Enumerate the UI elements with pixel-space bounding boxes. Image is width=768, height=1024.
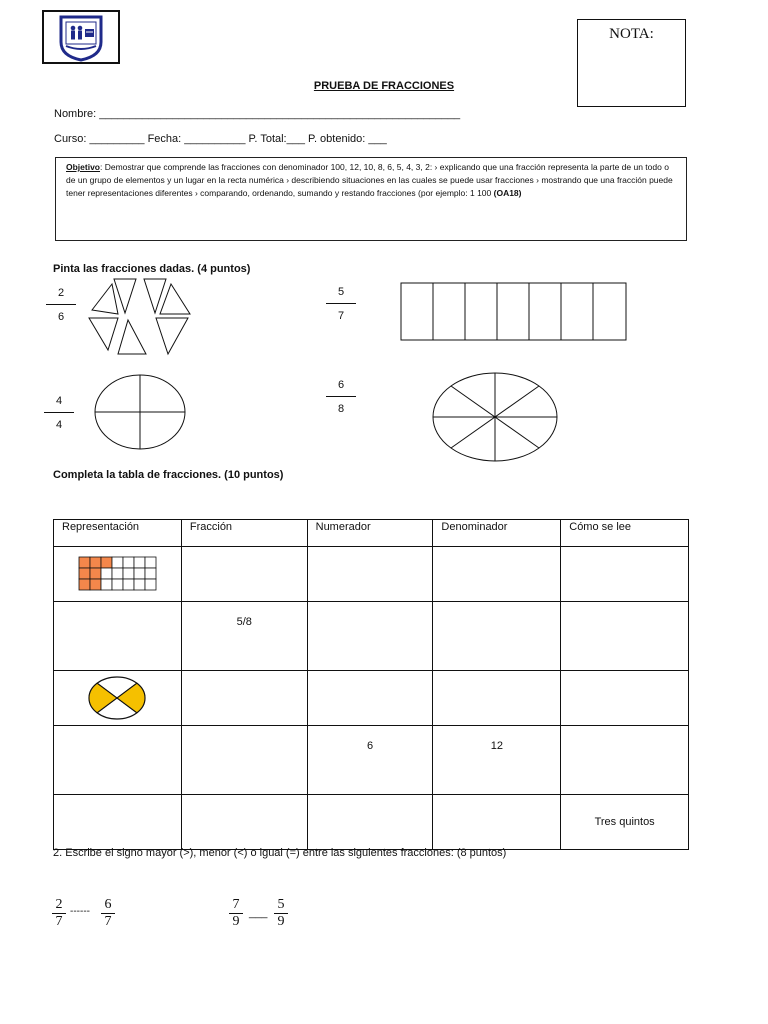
fraction-denominator: 7: [55, 914, 63, 929]
compare-fraction: [229, 898, 243, 929]
representation-cell[interactable]: [54, 795, 182, 850]
school-crest-icon: [44, 12, 118, 62]
fraction-cell[interactable]: 5/8: [181, 602, 307, 671]
triangle-piece: [118, 320, 146, 354]
grid-cell: [90, 579, 101, 590]
numerator-cell[interactable]: 6: [307, 726, 433, 795]
compare-fraction: [52, 898, 66, 929]
denominator-cell[interactable]: [433, 547, 561, 602]
reading-cell[interactable]: [561, 547, 689, 602]
fraction-bar: [46, 304, 76, 305]
table-header-row: [54, 520, 689, 547]
fraction-denominator: 4: [55, 419, 63, 431]
fraction-bar: [44, 412, 74, 413]
fraction-bar: [326, 303, 356, 304]
column-header: Fracción: [181, 520, 307, 547]
fraction-denominator: 9: [232, 914, 240, 929]
fraction-6-8: [326, 379, 356, 415]
fraction-4-4: [44, 395, 74, 431]
painted-grid-figure: [77, 555, 157, 593]
column-header: Representación: [54, 520, 182, 547]
grid-cell: [145, 568, 156, 579]
section-paint-title: Pinta las fracciones dadas. (4 puntos): [53, 263, 251, 275]
compare-fraction: [274, 898, 288, 929]
column-header: Denominador: [433, 520, 561, 547]
representation-cell[interactable]: [54, 726, 182, 795]
denominator-cell[interactable]: [433, 671, 561, 726]
fraction-denominator: 7: [337, 310, 345, 322]
column-header: Numerador: [307, 520, 433, 547]
fraction-denominator: 6: [57, 311, 65, 323]
section-table-title: Completa la tabla de fracciones. (10 puntos): [53, 469, 284, 481]
fraction-numerator: 4: [55, 395, 63, 407]
fraction-denominator: 7: [104, 914, 112, 929]
triangle-piece: [160, 284, 190, 314]
denominator-cell[interactable]: 12: [433, 726, 561, 795]
fraction-numerator: 2: [57, 287, 65, 299]
comparison-blank[interactable]: ___: [249, 907, 268, 919]
representation-cell: [54, 547, 182, 602]
grid-cell: [90, 557, 101, 568]
fractions-table: [53, 519, 689, 850]
fraction-cell[interactable]: [181, 795, 307, 850]
grid-cell: [112, 579, 123, 590]
fraction-numerator: 5: [277, 897, 285, 912]
triangle-piece: [89, 318, 118, 350]
fraction-denominator: 9: [277, 914, 285, 929]
grid-cell: [79, 557, 90, 568]
objective-code: (OA18): [493, 188, 522, 198]
fraction-numerator: 2: [55, 897, 63, 912]
grid-cell: [123, 579, 134, 590]
reading-cell[interactable]: [561, 602, 689, 671]
name-line: Nombre: ___________________________________________________________: [54, 108, 461, 120]
grid-cell: [134, 557, 145, 568]
seven-part-bar-figure: [400, 282, 628, 342]
table-row: [54, 795, 689, 850]
representation-cell[interactable]: [54, 602, 182, 671]
fraction-numerator: 6: [337, 379, 345, 391]
grid-cell: [112, 568, 123, 579]
fraction-cell[interactable]: [181, 726, 307, 795]
denominator-cell[interactable]: [433, 602, 561, 671]
table-row: [54, 547, 689, 602]
numerator-cell[interactable]: [307, 602, 433, 671]
denominator-cell[interactable]: [433, 795, 561, 850]
grid-cell: [101, 579, 112, 590]
hexagon-triangles-figure: [88, 276, 192, 358]
grade-label: NOTA:: [609, 26, 654, 42]
grid-cell: [90, 568, 101, 579]
grid-cell: [145, 579, 156, 590]
objective-label: Objetivo: [66, 162, 101, 172]
grade-box: [577, 19, 686, 107]
grid-cell: [145, 557, 156, 568]
table-row: [54, 602, 689, 671]
grid-cell: [79, 579, 90, 590]
table-row: [54, 726, 689, 795]
grid-cell: [123, 568, 134, 579]
reading-cell: Tres quintos: [561, 795, 689, 850]
compare-fraction: [101, 898, 115, 929]
grid-cell: [134, 579, 145, 590]
triangle-piece: [156, 318, 188, 354]
fraction-denominator: 8: [337, 403, 345, 415]
column-header: Cómo se lee: [561, 520, 689, 547]
course-line: Curso: _________ Fecha: __________ P. Total:___ P. obtenido: ___: [54, 133, 387, 145]
grid-cell: [101, 557, 112, 568]
section-compare-title: 2. Escribe el signo mayor (>), menor (<) o igual (=) entre las siguientes fracciones: (8 puntos): [53, 847, 507, 859]
circle-eighths-figure: [431, 371, 559, 463]
page-title: PRUEBA DE FRACCIONES: [313, 80, 455, 92]
triangle-piece: [92, 284, 118, 314]
comparison-blank[interactable]: ------: [70, 906, 90, 917]
fraction-numerator: 6: [104, 897, 112, 912]
fraction-numerator: 5: [337, 286, 345, 298]
fraction-numerator: 7: [232, 897, 240, 912]
grid-cell: [79, 568, 90, 579]
numerator-cell[interactable]: [307, 547, 433, 602]
representation-cell: [54, 671, 182, 726]
objective-text: : Demostrar que comprende las fracciones con denominador 100, 12, 10, 8, 6, 5, 4, 3, 2: › explicando que una fracción representa la parte de un todo o de un grupo de elementos y un lugar en la recta numérica › describiendo situaciones en las cuales se puede usar fracciones › mostrando que una fracción puede tener representaciones diferentes › comparando, ordenando, sumando y restando fracciones (por ejemplo: 1 100: [66, 162, 673, 198]
table-row: [54, 671, 689, 726]
grid-cell: [123, 557, 134, 568]
school-logo: [42, 10, 120, 64]
fraction-cell[interactable]: [181, 671, 307, 726]
grid-cell: [112, 557, 123, 568]
grid-cell: [101, 568, 112, 579]
fraction-cell[interactable]: [181, 547, 307, 602]
numerator-cell[interactable]: [307, 671, 433, 726]
fraction-bar: [326, 396, 356, 397]
reading-cell[interactable]: [561, 726, 689, 795]
painted-circle-figure: [87, 675, 147, 721]
numerator-cell[interactable]: [307, 795, 433, 850]
circle-quarters-figure: [94, 374, 186, 450]
objective-box: [55, 157, 687, 241]
fraction-2-6: [46, 287, 76, 323]
reading-cell[interactable]: [561, 671, 689, 726]
triangle-piece: [114, 279, 136, 313]
fraction-5-7: [326, 286, 356, 322]
grid-cell: [134, 568, 145, 579]
